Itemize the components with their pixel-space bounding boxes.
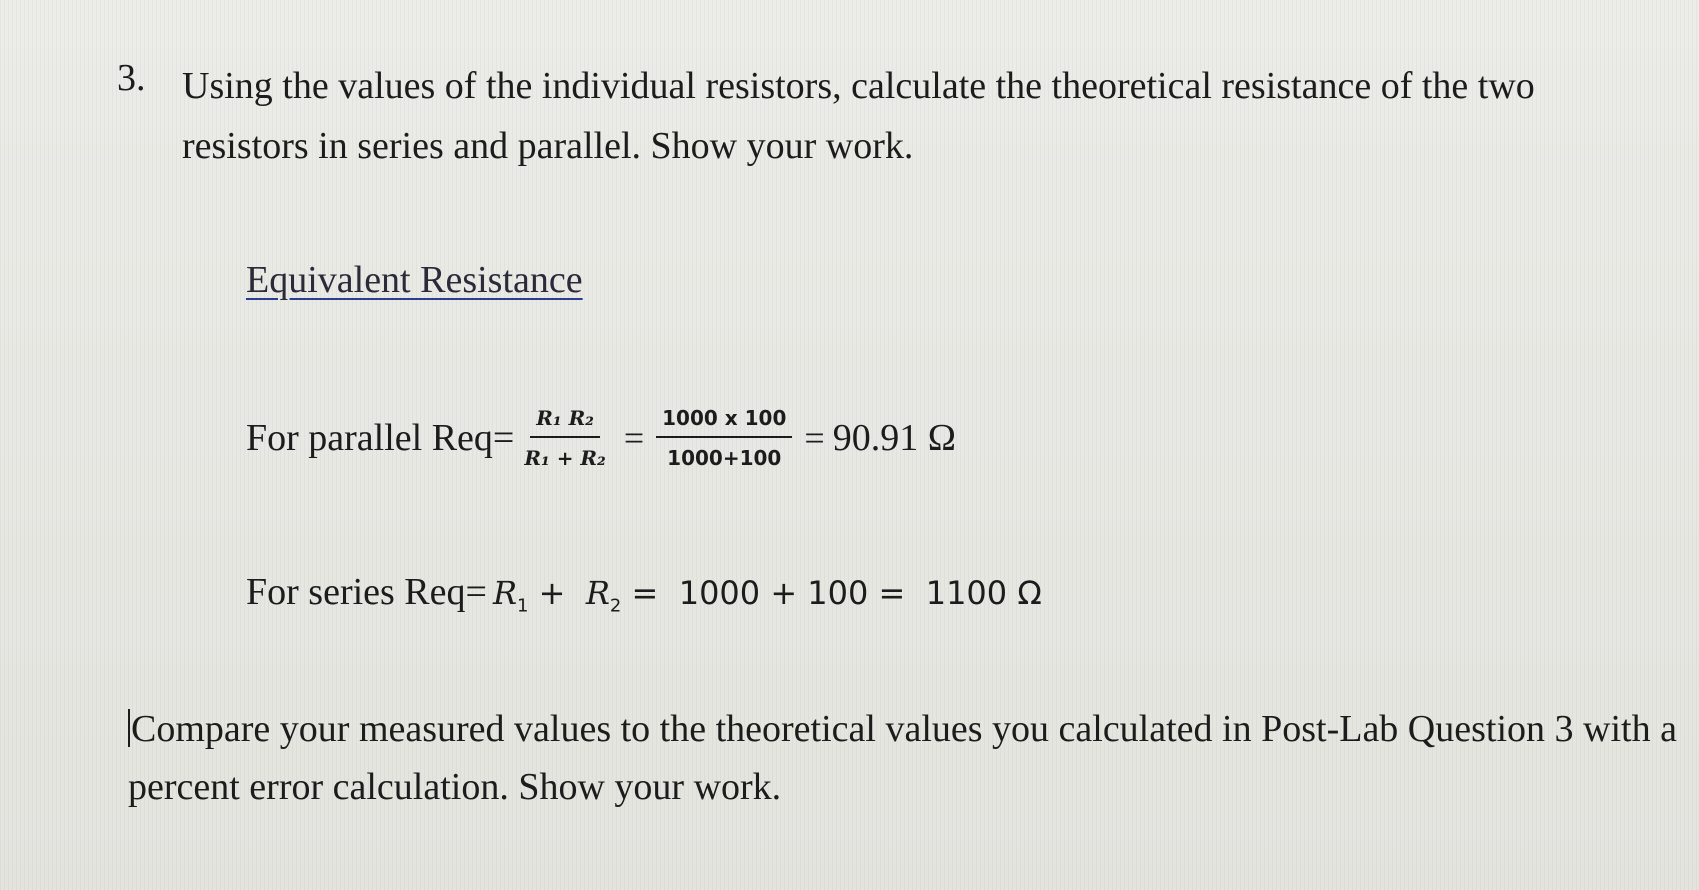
r1-subscript: 1	[517, 595, 529, 617]
series-label: For series Req=	[246, 571, 487, 613]
text-cursor	[128, 709, 130, 747]
parallel-equation	[246, 398, 956, 478]
r1-symbol: R	[492, 574, 518, 612]
formula-denominator: R₁ + R₂	[524, 446, 606, 470]
parallel-label: For parallel Req=	[246, 417, 515, 459]
section-heading: Equivalent Resistance	[246, 259, 583, 301]
equals-sign: =	[804, 418, 825, 458]
values-denominator: 1000+100	[667, 446, 782, 470]
plus-sign: +	[528, 574, 586, 612]
r2-subscript: 2	[609, 595, 622, 617]
formula-numerator: R₁ R₂	[530, 406, 600, 438]
series-equation	[246, 570, 1042, 616]
series-math	[493, 574, 1042, 616]
series-result: = 1000 + 100 = 1100 Ω	[621, 574, 1042, 612]
values-numerator: 1000 x 100	[656, 406, 792, 438]
compare-text: Compare your measured values to the theoretical values you calculated in Post-Lab Question 3 with a percent error calculation. Show your work.	[128, 708, 1677, 808]
compare-question	[128, 700, 1688, 816]
parallel-result: 90.91 Ω	[832, 417, 956, 459]
equals-sign: =	[623, 418, 645, 458]
question-text: Using the values of the individual resistors, calculate the theoretical resistance of the two resistors in series and parallel. Show your work.	[182, 65, 1535, 167]
values-fraction	[656, 406, 792, 470]
question-number: 3.	[117, 57, 146, 99]
r2-symbol: R	[585, 574, 610, 612]
formula-fraction	[518, 406, 611, 470]
